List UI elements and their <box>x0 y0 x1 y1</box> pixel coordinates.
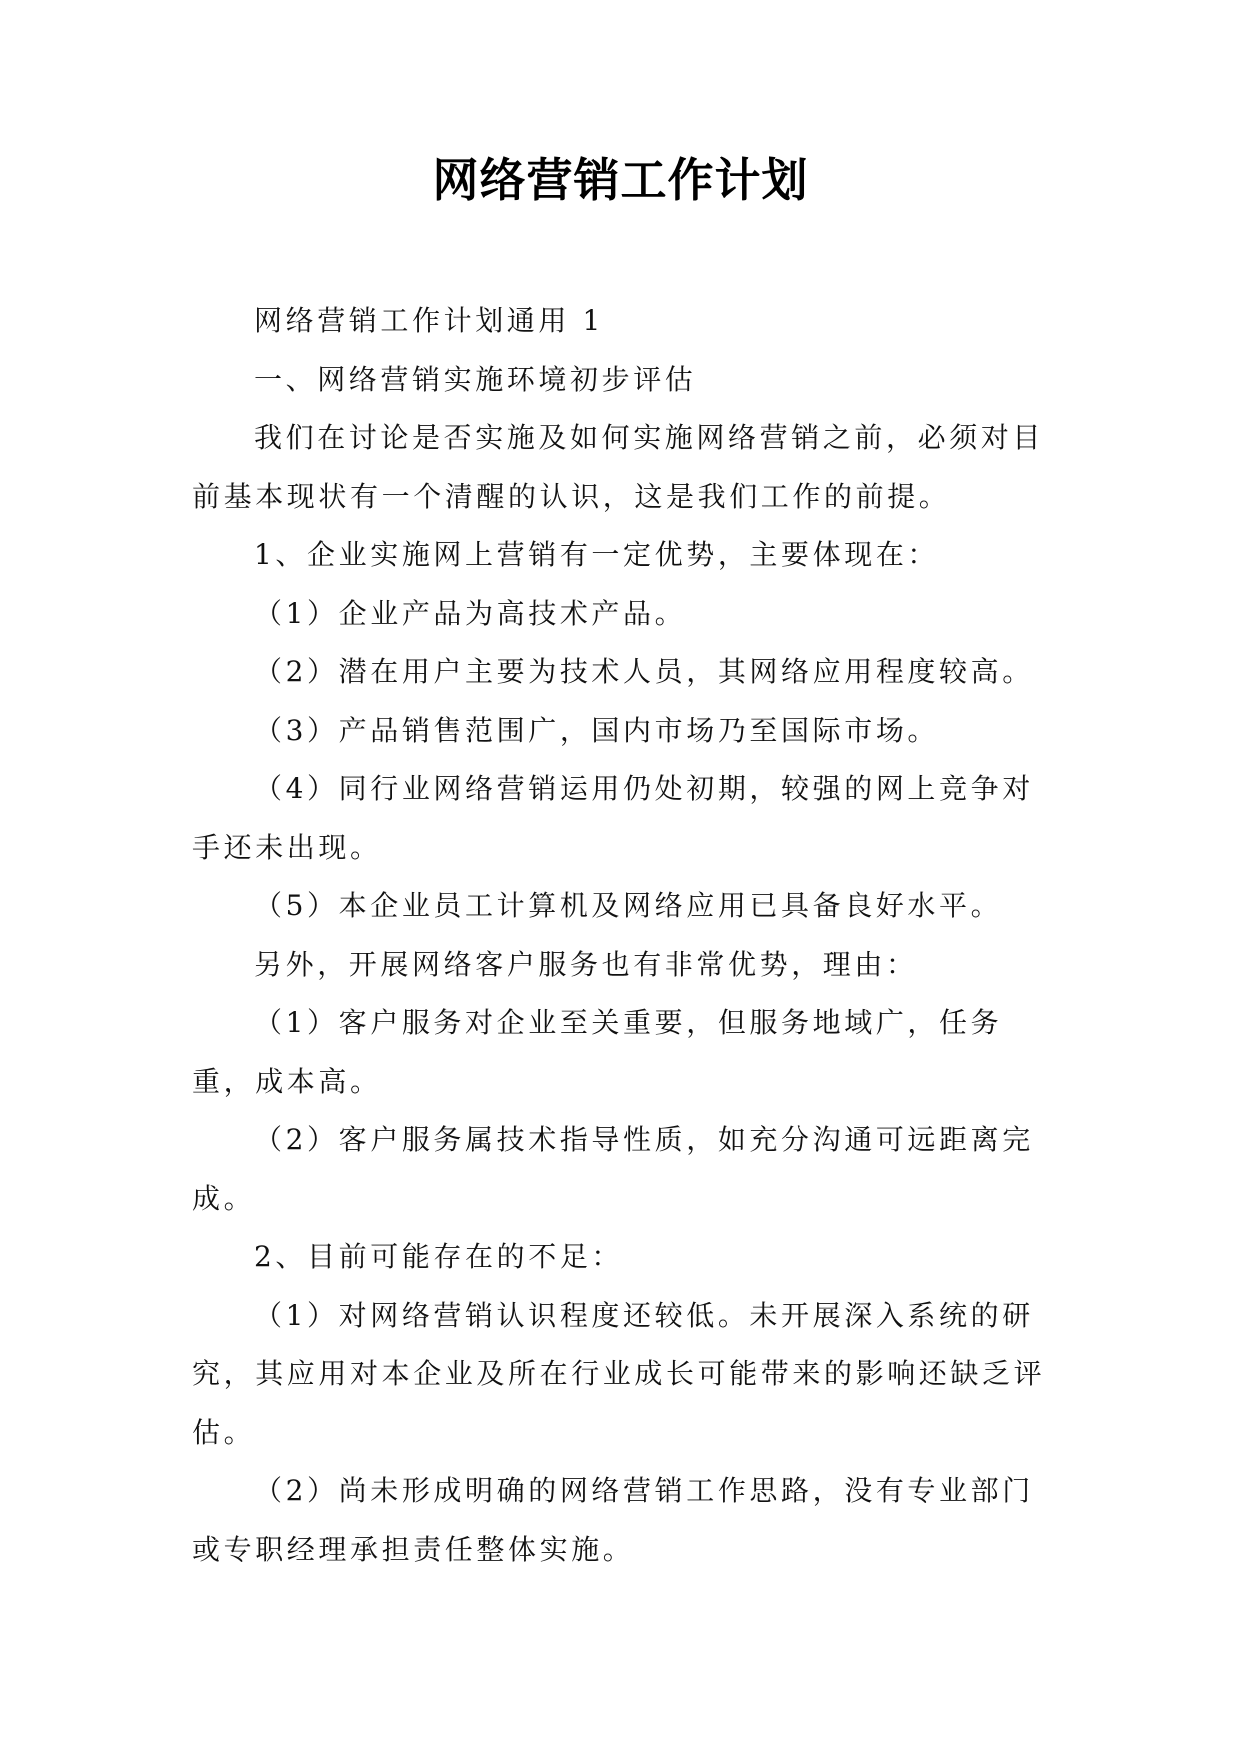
paragraph-intro: 我们在讨论是否实施及如何实施网络营销之前，必须对目前基本现状有一个清醒的认识，这是我们工作的前提。 <box>192 421 1045 513</box>
list-item: （1）对网络营销认识程度还较低。未开展深入系统的研究，其应用对本企业及所在行业成长可能带来的影响还缺乏评估。 <box>192 1298 1046 1449</box>
list-item: （2）尚未形成明确的网络营销工作思路，没有专业部门或专职经理承担责任整体实施。 <box>192 1474 1034 1566</box>
section-heading-1: 一、网络营销实施环境初步评估 <box>254 362 697 396</box>
list-item: （1）客户服务对企业至关重要，但服务地域广，任务重，成本高。 <box>192 1006 1003 1098</box>
paragraph-subtitle: 网络营销工作计划通用 1 <box>254 304 604 337</box>
list-item: （2）客户服务属技术指导性质，如充分沟通可远距离完成。 <box>192 1123 1034 1215</box>
list-item: （1）企业产品为高技术产品。 <box>254 596 687 630</box>
list-item: （3）产品销售范围广，国内市场乃至国际市场。 <box>254 713 940 747</box>
document-body <box>192 292 1062 1579</box>
list-item: （2）潜在用户主要为技术人员，其网络应用程度较高。 <box>254 655 1034 688</box>
document-title: 网络营销工作计划 <box>432 153 809 207</box>
list-item: （5）本企业员工计算机及网络应用已具备良好水平。 <box>254 889 1003 922</box>
subsection-heading-advantages: 1、企业实施网上营销有一定优势，主要体现在： <box>254 538 940 571</box>
subsection-heading-shortcomings: 2、目前可能存在的不足： <box>254 1240 624 1273</box>
paragraph-service-advantages: 另外，开展网络客户服务也有非常优势，理由： <box>254 947 918 981</box>
list-item: （4）同行业网络营销运用仍处初期，较强的网上竞争对手还未出现。 <box>192 772 1034 864</box>
